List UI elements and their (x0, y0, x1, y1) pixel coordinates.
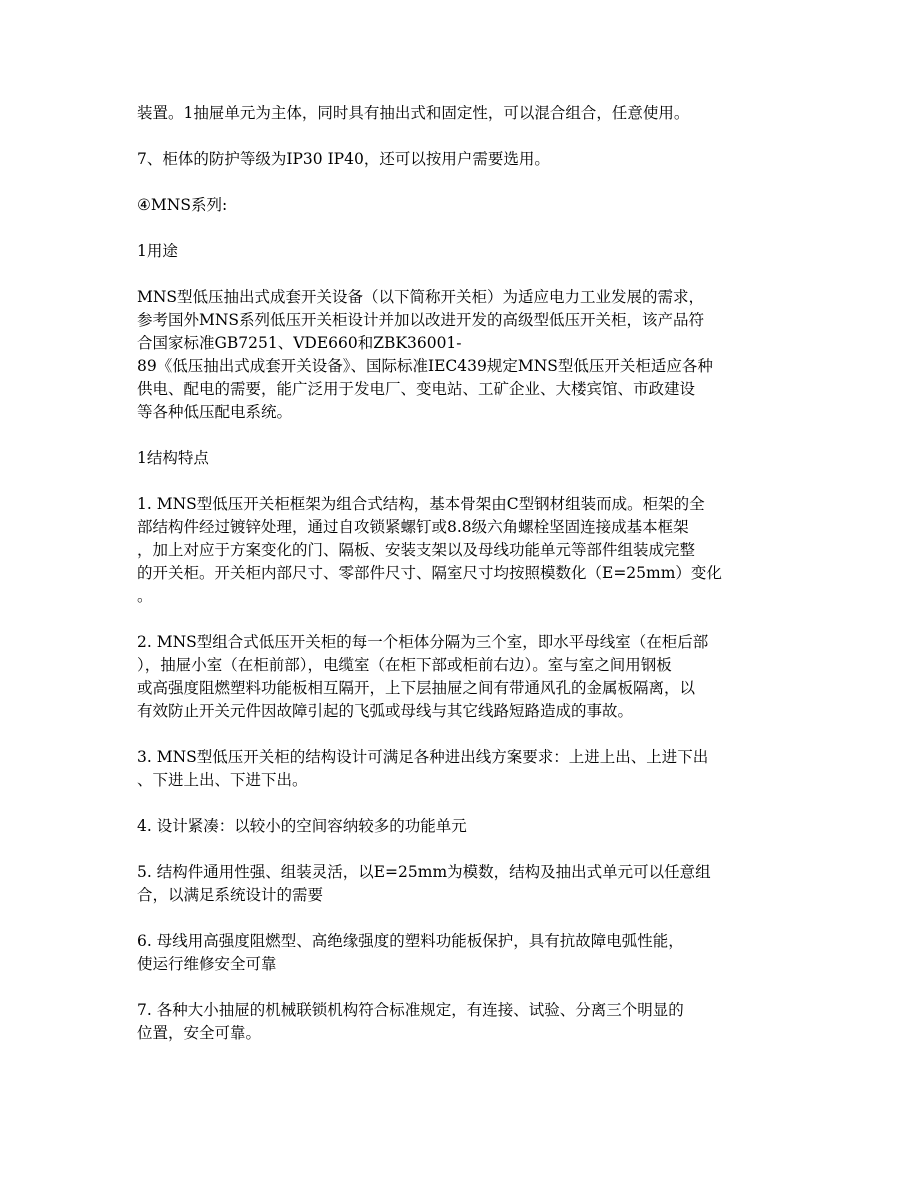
list-item-2: 2. MNS型组合式低压开关柜的每一个柜体分隔为三个室，即水平母线室（在柜后部 ），抽屉小室（在柜前部），电缆室（在柜下部或柜前右边）。室与室之间用钢板 或高强度阻燃塑料功能板相互隔开，上下层抽屉之间有带通风孔的金属板隔离，以 有效防止开关元件因故障引起的飞弧或母线与其它线路短路造成的事故。 (137, 633, 709, 720)
list-item-5: 5. 结构件通用性强、组装灵活，以E=25mm为模数，结构及抽出式单元可以任意组 合，以满足系统设计的需要 (137, 863, 711, 904)
heading-usage: 1用途 (137, 242, 178, 260)
list-item-1: 1. MNS型低压开关柜框架为组合式结构，基本骨架由C型钢材组装而成。柜架的全 部结构件经过镀锌处理，通过自攻锁紧螺钉或8.8级六角螺栓坚固连接成基本框架 ，加上对应于方案变化的门、隔板、安装支架以及母线功能单元等部件组装成完整 的开关柜。开关柜内部尺寸、零部件尺寸、隔室尺寸均按照模数化（E=25mm）变化 。 (137, 495, 722, 605)
heading-mns-series: ④MNS系列: (137, 196, 228, 214)
paragraph-drawer-unit: 装置。1抽屉单元为主体，同时具有抽出式和固定性，可以混合组合，任意使用。 (137, 104, 690, 122)
paragraph-protection-grade: 7、柜体的防护等级为IP30 IP40，还可以按用户需要选用。 (137, 150, 550, 168)
list-item-3: 3. MNS型低压开关柜的结构设计可满足各种进出线方案要求：上进上出、上进下出 、下进上出、下进下出。 (137, 748, 709, 789)
list-item-6: 6. 母线用高强度阻燃型、高绝缘强度的塑料功能板保护，具有抗故障电弧性能， 使运行维修安全可靠 (137, 932, 684, 973)
list-item-4: 4. 设计紧凑：以较小的空间容纳较多的功能单元 (137, 817, 467, 835)
heading-structure-features: 1结构特点 (137, 449, 209, 467)
document-body (137, 102, 787, 1068)
list-item-7: 7. 各种大小抽屉的机械联锁机构符合标准规定，有连接、试验、分离三个明显的 位置，安全可靠。 (137, 1001, 684, 1042)
paragraph-usage-description: MNS型低压抽出式成套开关设备（以下简称开关柜）为适应电力工业发展的需求， 参考国外MNS系列低压开关柜设计并加以改进开发的高级型低压开关柜，该产品符 合国家标准GB7251、VDE660和ZBK36001- 89《低压抽出式成套开关设备》、国际标准IEC439规定MNS型低压开关柜适应各种 供电、配电的需要，能广泛用于发电厂、变电站、工矿企业、大楼宾馆、市政建设 等各种低压配电系统。 (137, 288, 713, 421)
